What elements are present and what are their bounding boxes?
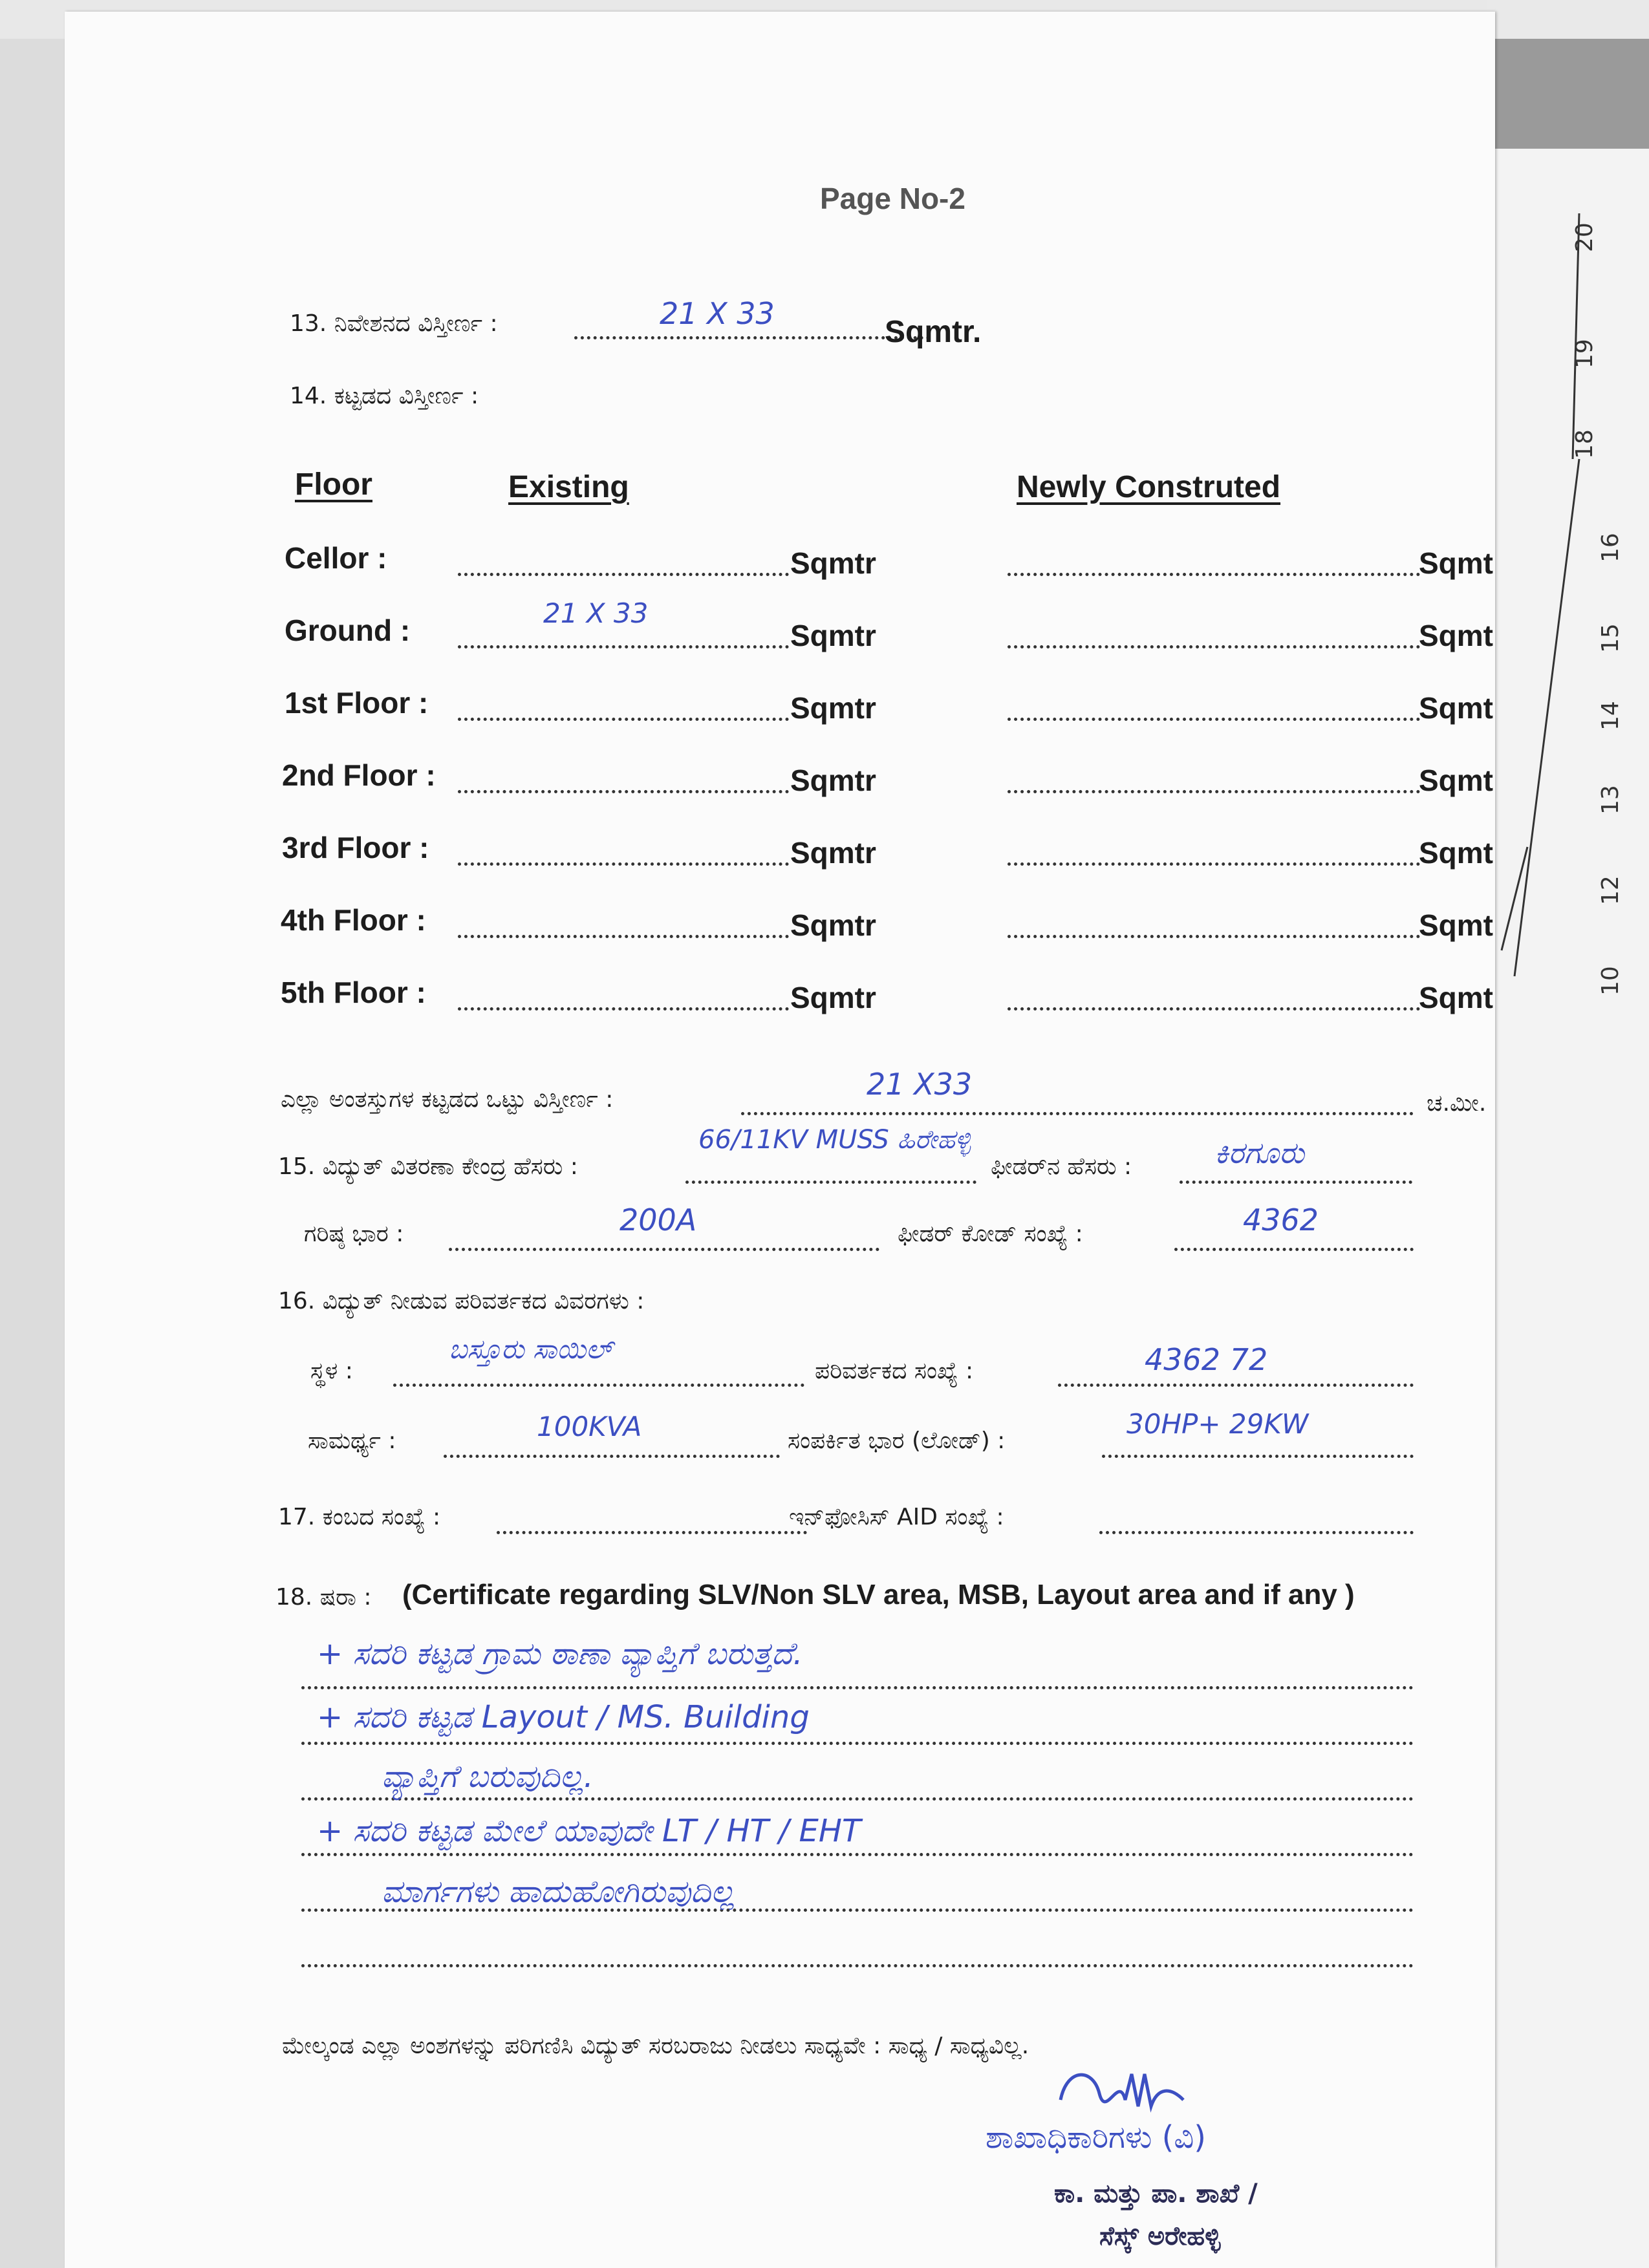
max-load-label: ಗರಿಷ್ಠ ಭಾರ : [304,1221,404,1247]
place-value[interactable]: ಬಸ್ತೂರು ಸಾಯಿಲ್ [449,1333,613,1365]
new-line[interactable] [1008,573,1420,576]
floor-label: 1st Floor : [285,686,429,720]
existing-line[interactable] [458,790,789,793]
new-line[interactable] [1008,645,1420,648]
remark-line-1 [301,1686,1414,1689]
item13-unit: Sqmtr. [885,315,982,349]
floor-label: 4th Floor : [281,903,426,937]
new-line[interactable] [1008,1007,1420,1011]
transformer-no-value[interactable]: 4362 72 [1145,1342,1268,1377]
connected-load-label: ಸಂಪರ್ಕಿತ ಭಾರ (ಲೋಡ್) : [788,1428,1006,1454]
existing-unit: Sqmtr [790,691,876,725]
new-line[interactable] [1008,718,1420,721]
svg-text:20: 20 [1571,222,1598,252]
pole-number-line[interactable] [497,1531,807,1534]
new-unit: Sqmt [1419,619,1493,652]
existing-line[interactable] [458,1007,789,1011]
existing-unit: Sqmtr [790,836,876,870]
total-area-unit: ಚ.ಮೀ. [1427,1090,1487,1117]
remark-3[interactable]: ವ್ಯಾಪ್ತಿಗೆ ಬರುವುದಿಲ್ಲ. [382,1759,594,1795]
svg-text:13: 13 [1597,785,1624,815]
item15-line [685,1181,976,1184]
svg-text:16: 16 [1597,533,1624,562]
svg-text:18: 18 [1571,429,1598,459]
remark-1[interactable]: + ಸದರಿ ಕಟ್ಟಡ ಗ್ರಾಮ ಠಾಣಾ ವ್ಯಾಪ್ತಿಗೆ ಬರುತ್ತದೆ. [317,1636,803,1672]
item18-heading: (Certificate regarding SLV/Non SLV area, MSB, Layout area and if any ) [402,1579,1355,1610]
new-unit: Sqmt [1419,836,1493,870]
svg-text:14: 14 [1597,701,1624,731]
stamp-office: ಸೆಸ್ಕ್ ಅರೇಹಳ್ಳಿ [1099,2221,1221,2251]
total-area-line [741,1112,1414,1115]
item17-label: 17. ಕಂಬದ ಸಂಖ್ಯೆ : [278,1504,441,1530]
existing-header: Existing [508,470,629,504]
new-unit: Sqmt [1419,764,1493,797]
existing-line[interactable] [458,718,789,721]
feeder-value[interactable]: ಕಿರಗೂರು [1214,1135,1305,1170]
existing-value[interactable]: 21 X 33 [543,597,649,629]
remark-line-3 [301,1797,1414,1801]
connected-load-value[interactable]: 30HP+ 29KW [1126,1408,1309,1440]
floor-label: Ground : [285,614,411,647]
aid-label: ಇನ್‌ಫೋಸಿಸ್ AID ಸಂಖ್ಯೆ : [789,1504,1004,1530]
remark-line-4 [301,1853,1414,1856]
connected-load-line [1102,1455,1414,1458]
svg-text:15: 15 [1597,623,1624,653]
floor-label: 5th Floor : [281,976,426,1009]
transformer-no-line [1058,1384,1414,1387]
conclusion-text: ಮೇಲ್ಕಂಡ ಎಲ್ಲಾ ಅಂಶಗಳನ್ನು ಪರಿಗಣಿಸಿ ವಿದ್ಯುತ್ ಸರಬರಾಜು ನೀಡಲು ಸಾಧ್ಯವೇ : ಸಾಧ್ಯ / ಸಾಧ್ಯವಿಲ್ಲ. [282,2033,1029,2059]
feeder-code-label: ಫೀಡರ್ ಕೋಡ್ ಸಂಖ್ಯೆ : [898,1221,1083,1247]
item13-value[interactable]: 21 X 33 [660,296,775,331]
item18-label: 18. ಷರಾ : [275,1584,372,1610]
existing-unit: Sqmtr [790,764,876,797]
svg-text:19: 19 [1571,339,1598,369]
existing-unit: Sqmtr [790,619,876,652]
feeder-label: ಫೀಡರ್‌ನ ಹೆಸರು : [991,1153,1132,1180]
capacity-line [444,1455,780,1458]
new-line[interactable] [1008,862,1420,866]
remark-4[interactable]: + ಸದರಿ ಕಟ್ಟಡ ಮೇಲೆ ಯಾವುದೇ LT / HT / EHT [317,1813,861,1849]
existing-line[interactable] [458,935,789,938]
feeder-line [1180,1181,1412,1184]
stamp-title: ಶಾಖಾಧಿಕಾರಿಗಳು (ವಿ) [986,2119,1206,2156]
new-line[interactable] [1008,935,1420,938]
feeder-code-line [1174,1248,1414,1251]
item14-label: 14. ಕಟ್ಟಡದ ವಿಸ್ತೀರ್ಣ : [290,383,479,409]
existing-unit: Sqmtr [790,908,876,942]
existing-unit: Sqmtr [790,981,876,1014]
form-page [65,12,1495,2268]
item15-value[interactable]: 66/11KV MUSS ಹಿರೇಹಳ್ಳಿ [698,1125,971,1155]
item16-label: 16. ವಿದ್ಯುತ್ ನೀಡುವ ಪರಿವರ್ತಕದ ವಿವರಗಳು : [278,1288,645,1314]
place-label: ಸ್ಥಳ : [310,1358,353,1384]
remark-2[interactable]: + ಸದರಿ ಕಟ್ಟಡ Layout / MS. Building [317,1699,810,1735]
aid-line[interactable] [1099,1531,1414,1534]
stamp-branch: ಕಾ. ಮತ್ತು ಪಾ. ಶಾಖೆ / [1054,2179,1258,2209]
capacity-value[interactable]: 100KVA [537,1411,642,1442]
total-area-label: ಎಲ್ಲಾ ಅಂತಸ್ತುಗಳ ಕಟ್ಟಡದ ಒಟ್ಟು ವಿಸ್ತೀರ್ಣ : [281,1086,614,1113]
total-area-value[interactable]: 21 X33 [867,1067,973,1102]
floor-label: 3rd Floor : [282,831,429,864]
capacity-label: ಸಾಮರ್ಥ್ಯ : [308,1428,396,1454]
existing-line[interactable] [458,573,789,576]
existing-unit: Sqmtr [790,546,876,580]
item15-label: 15. ವಿದ್ಯುತ್ ವಿತರಣಾ ಕೇಂದ್ರ ಹೆಸರು : [278,1153,578,1180]
new-unit: Sqmt [1419,691,1493,725]
place-line [393,1384,804,1387]
new-line[interactable] [1008,790,1420,793]
underlying-page [1487,149,1649,2268]
transformer-no-label: ಪರಿವರ್ತಕದ ಸಂಖ್ಯೆ : [815,1358,974,1384]
page-number: Page No-2 [820,182,965,215]
svg-text:12: 12 [1597,875,1624,905]
scan-shadow [1494,39,1649,149]
floor-label: Cellor : [285,541,387,575]
feeder-code-value[interactable]: 4362 [1243,1203,1319,1237]
remark-5[interactable]: ಮಾರ್ಗಗಳು ಹಾದುಹೋಗಿರುವುದಿಲ್ಲ [382,1874,735,1910]
floor-header: Floor [295,467,372,502]
existing-line[interactable] [458,645,789,648]
svg-text:10: 10 [1597,966,1624,996]
max-load-line [449,1248,879,1251]
item13-label: 13. ನಿವೇಶನದ ವಿಸ್ತೀರ್ಣ : [290,310,498,337]
existing-line[interactable] [458,862,789,866]
max-load-value[interactable]: 200A [620,1203,697,1237]
underlying-diagram [1489,200,1649,1106]
item13-line [574,336,930,339]
new-header: Newly Construted [1017,470,1281,504]
floor-label: 2nd Floor : [282,758,436,792]
remark-line-2 [301,1742,1414,1745]
new-unit: Sqmt [1419,981,1493,1014]
new-unit: Sqmt [1419,908,1493,942]
new-unit: Sqmt [1419,546,1493,580]
remark-line-6 [301,1964,1414,1967]
